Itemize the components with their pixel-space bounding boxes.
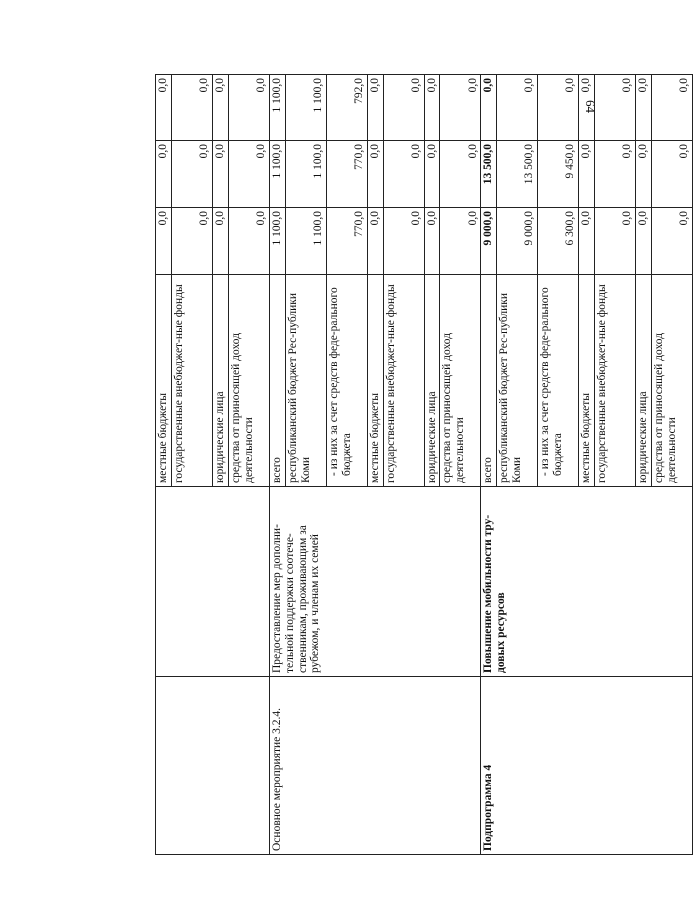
value-cell: 0,0	[652, 75, 693, 141]
value-cell: 0,0	[440, 75, 481, 141]
value-cell: 0,0	[383, 141, 424, 208]
value-cell: 0,0	[481, 75, 497, 141]
value-cell: 0,0	[212, 75, 228, 141]
description-cell: Предоставление мер дополни-тельной поддержки соотече-ственникам, проживающим за рубежом, и членам их семей	[269, 487, 481, 677]
value-cell: 0,0	[636, 208, 652, 275]
source-cell: республиканский бюджет Рес-публики Коми	[285, 275, 326, 487]
program-cell: Подпрограмма 4	[481, 677, 693, 855]
source-cell: средства от приносящей доход деятельности	[440, 275, 481, 487]
source-cell: - из них за счет средств феде-рального бюджета	[326, 275, 367, 487]
value-cell: 6 300,0	[538, 208, 579, 275]
value-cell: 0,0	[595, 141, 636, 208]
value-cell: 9 000,0	[481, 208, 497, 275]
source-cell: всего	[269, 275, 285, 487]
value-cell: 1 100,0	[285, 75, 326, 141]
source-cell: государственные внебюджет-ные фонды	[383, 275, 424, 487]
value-cell: 0,0	[367, 141, 383, 208]
value-cell: 0,0	[595, 208, 636, 275]
source-cell: средства от приносящей доход деятельности	[228, 275, 269, 487]
value-cell: 0,0	[440, 208, 481, 275]
value-cell: 0,0	[579, 141, 595, 208]
value-cell: 0,0	[383, 75, 424, 141]
budget-table	[155, 74, 693, 855]
program-cell	[156, 677, 270, 855]
value-cell: 0,0	[652, 208, 693, 275]
table-row	[481, 75, 497, 855]
source-cell: юридические лица	[424, 275, 440, 487]
source-cell: местные бюджеты	[579, 275, 595, 487]
value-cell: 0,0	[579, 75, 595, 141]
value-cell: 13 500,0	[481, 141, 497, 208]
value-cell: 0,0	[383, 208, 424, 275]
value-cell: 0,0	[212, 208, 228, 275]
source-cell: средства от приносящей доход деятельности	[652, 275, 693, 487]
description-cell: Повышение мобильности тру-довых ресурсов	[481, 487, 693, 677]
value-cell: 0,0	[636, 75, 652, 141]
value-cell: 1 100,0	[269, 208, 285, 275]
value-cell: 0,0	[228, 141, 269, 208]
value-cell: 9 000,0	[497, 208, 538, 275]
value-cell: 0,0	[595, 75, 636, 141]
value-cell: 770,0	[326, 141, 367, 208]
value-cell: 0,0	[652, 141, 693, 208]
source-cell: местные бюджеты	[156, 275, 172, 487]
rotated-table-container	[155, 75, 691, 855]
value-cell: 1 100,0	[269, 75, 285, 141]
program-cell: Основное мероприятие 3.2.4.	[269, 677, 481, 855]
value-cell: 1 100,0	[285, 208, 326, 275]
source-cell: республиканский бюджет Рес-публики Коми	[497, 275, 538, 487]
source-cell: юридические лица	[636, 275, 652, 487]
value-cell: 0,0	[156, 141, 172, 208]
value-cell: 13 500,0	[497, 141, 538, 208]
value-cell: 0,0	[367, 208, 383, 275]
value-cell: 0,0	[171, 208, 212, 275]
page-number: 64	[583, 100, 598, 113]
table-row	[156, 75, 172, 855]
description-cell	[156, 487, 270, 677]
value-cell: 0,0	[424, 141, 440, 208]
source-cell: местные бюджеты	[367, 275, 383, 487]
value-cell: 0,0	[156, 208, 172, 275]
source-cell: всего	[481, 275, 497, 487]
value-cell: 0,0	[212, 141, 228, 208]
value-cell: 0,0	[156, 75, 172, 141]
value-cell: 0,0	[538, 75, 579, 141]
value-cell: 0,0	[367, 75, 383, 141]
source-cell: юридические лица	[212, 275, 228, 487]
source-cell: государственные внебюджет-ные фонды	[595, 275, 636, 487]
value-cell: 0,0	[424, 208, 440, 275]
table-row	[269, 75, 285, 855]
value-cell: 0,0	[636, 141, 652, 208]
value-cell: 0,0	[579, 208, 595, 275]
value-cell: 0,0	[424, 75, 440, 141]
value-cell: 1 100,0	[285, 141, 326, 208]
value-cell: 792,0	[326, 75, 367, 141]
value-cell: 0,0	[440, 141, 481, 208]
value-cell: 0,0	[171, 141, 212, 208]
value-cell: 0,0	[497, 75, 538, 141]
value-cell: 0,0	[171, 75, 212, 141]
source-cell: государственные внебюджет-ные фонды	[171, 275, 212, 487]
value-cell: 0,0	[228, 75, 269, 141]
value-cell: 1 100,0	[269, 141, 285, 208]
value-cell: 0,0	[228, 208, 269, 275]
value-cell: 770,0	[326, 208, 367, 275]
value-cell: 9 450,0	[538, 141, 579, 208]
source-cell: - из них за счет средств феде-рального бюджета	[538, 275, 579, 487]
